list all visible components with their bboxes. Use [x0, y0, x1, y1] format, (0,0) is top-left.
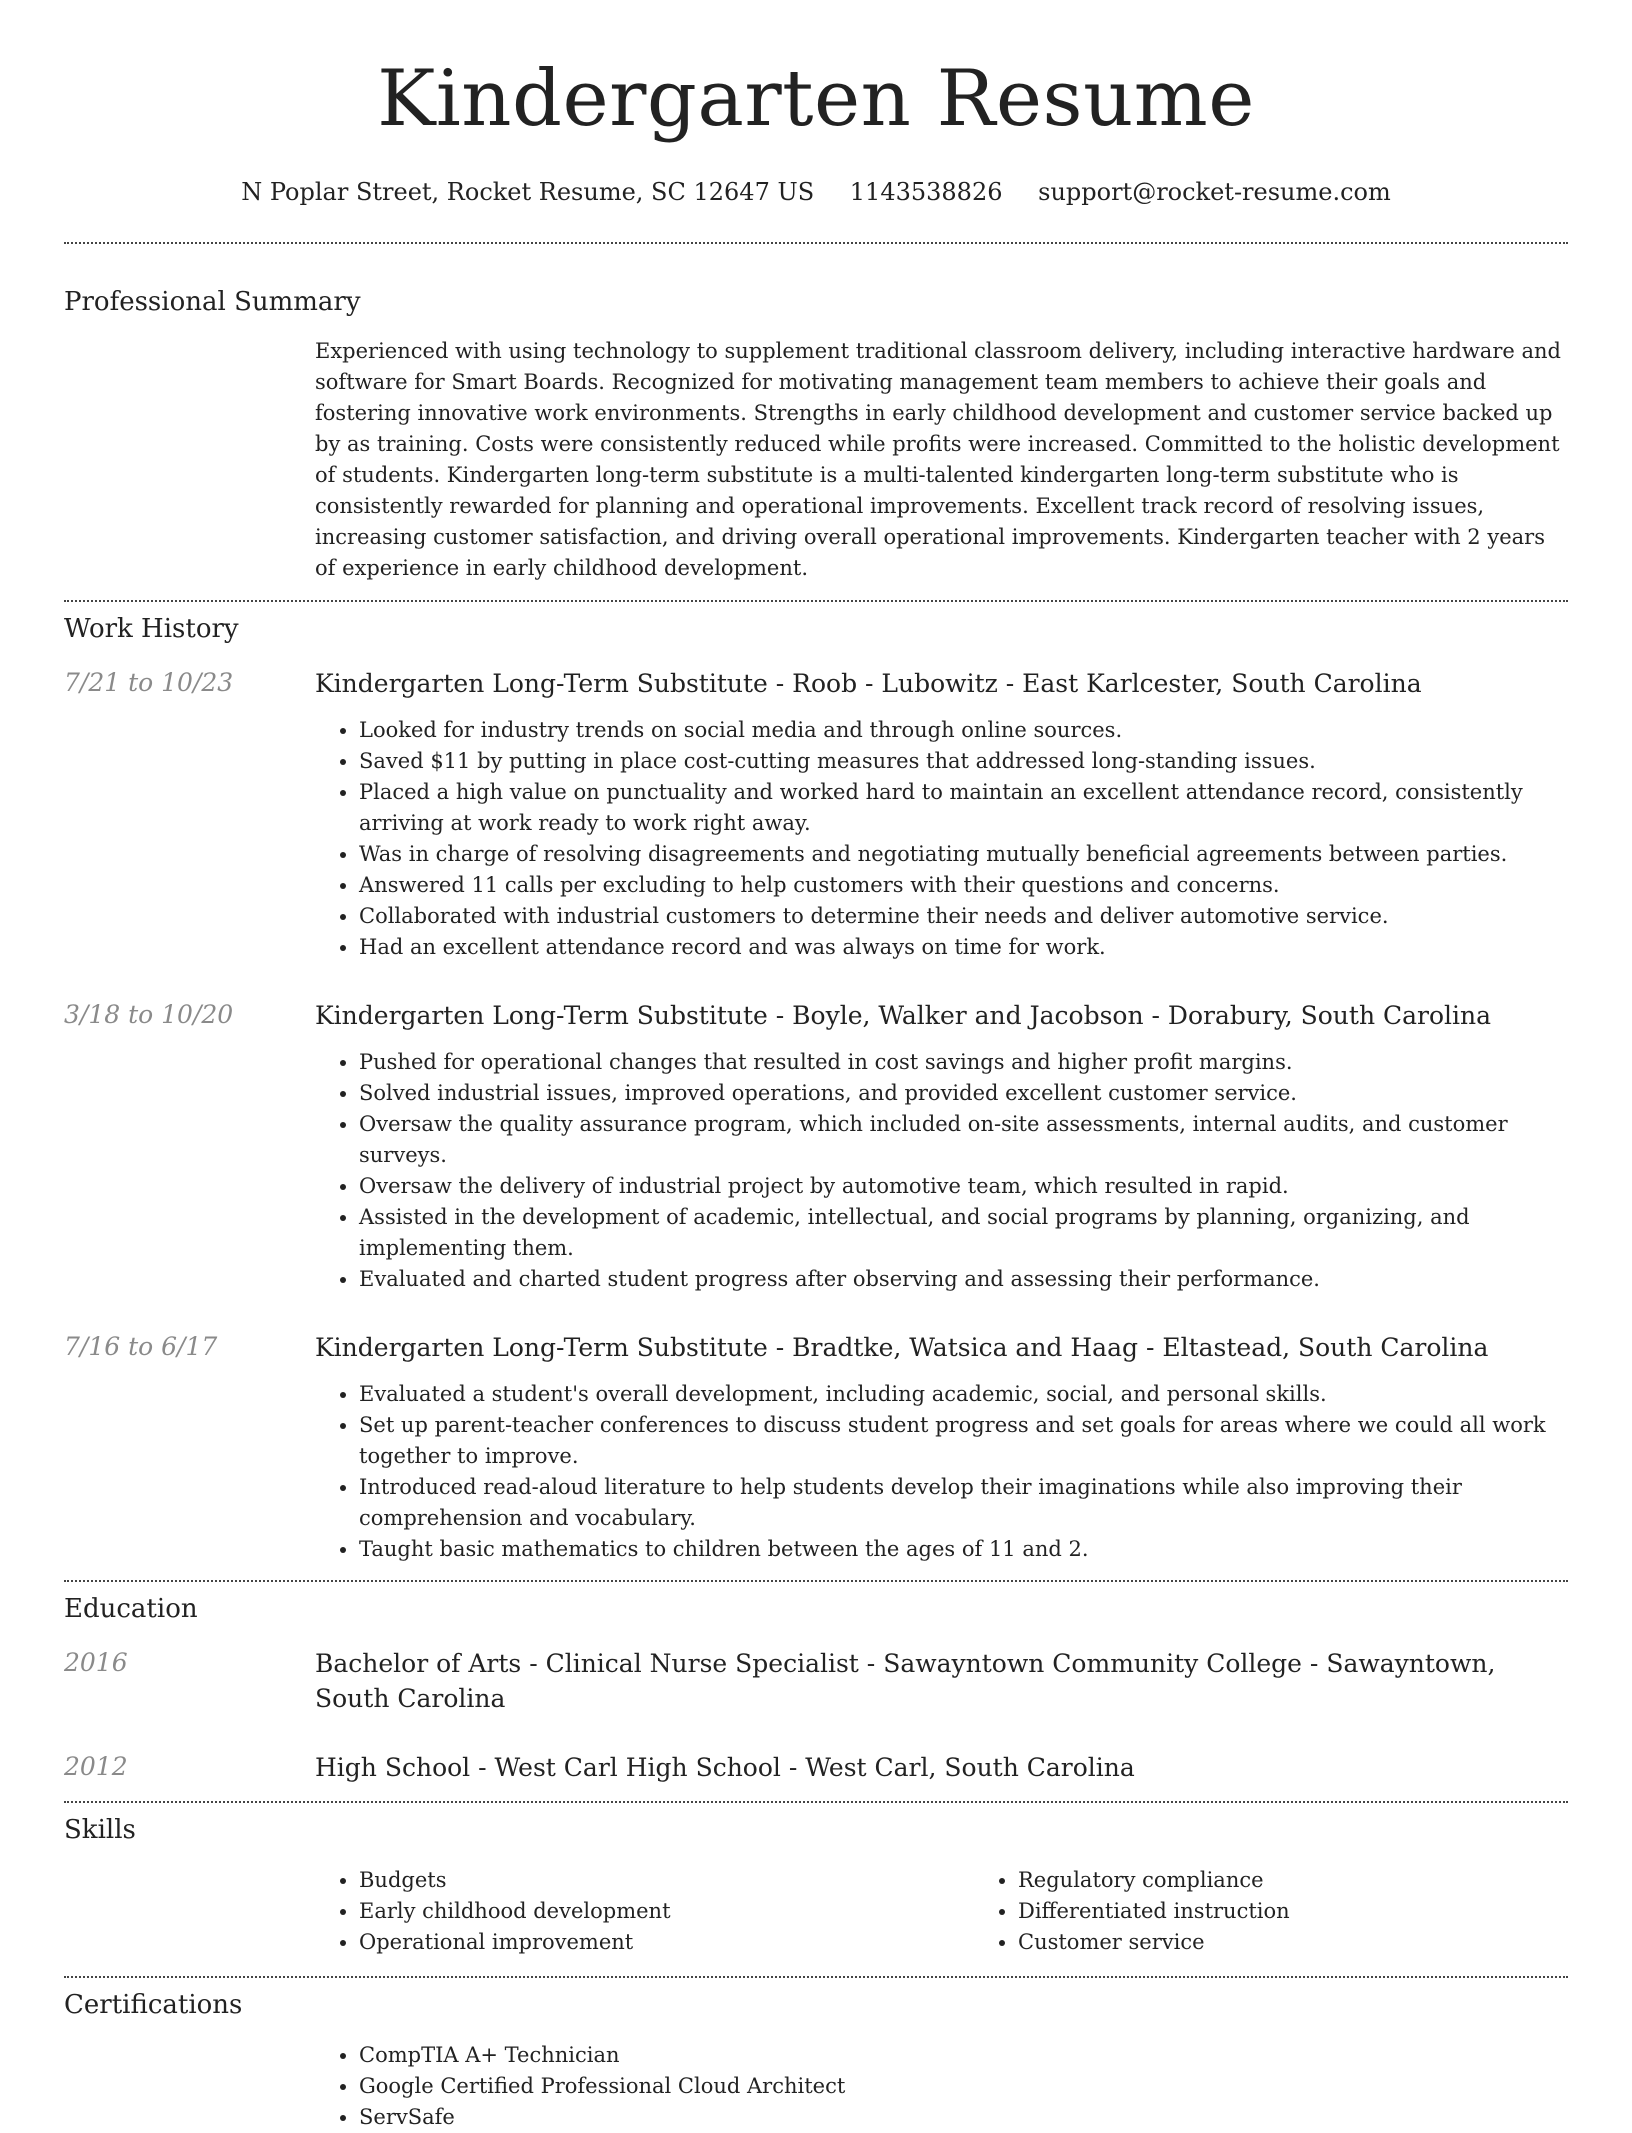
job-entry	[64, 666, 1568, 963]
list-item: • Set up parent-teacher conferences to discuss student progress and set goals for areas where we could all work together to improve.	[359, 1410, 1568, 1472]
list-item: • Introduced read-aloud literature to help students develop their imaginations while also improving their comprehension and vocabulary.	[359, 1472, 1568, 1534]
job-dates: 7/16 to 6/17	[64, 1332, 218, 1361]
contact-phone: 1143538826	[849, 178, 1003, 206]
job-entry	[64, 998, 1568, 1295]
job-role: Kindergarten Long-Term Substitute	[315, 669, 768, 698]
education-school: - Sawayntown Community College - Sawayntown, South Carolina	[315, 1649, 1496, 1713]
skills-row	[64, 1865, 1568, 1958]
education-entry	[64, 1646, 1568, 1716]
job-role: Kindergarten Long-Term Substitute	[315, 1001, 768, 1030]
education-degree: Bachelor of Arts - Clinical Nurse Specialist	[315, 1649, 859, 1678]
skills-columns	[315, 1865, 1632, 1958]
summary-text: Experienced with using technology to supplement traditional classroom delivery, including interactive hardware and software for Smart Boards. Recognized for motivating management team members to achieve their goals and fostering innovative work environments. Strengths in early childhood development and customer service backed up by as training. Costs were consistently reduced while profits were increased. Committed to the holistic development of students. Kindergarten long-term substitute is a multi-talented kindergarten long-term substitute who is consistently rewarded for planning and operational improvements. Excellent track record of resolving issues, increasing customer satisfaction, and driving overall operational improvements. Kindergarten teacher with 2 years of experience in early childhood development.	[315, 339, 1561, 580]
job-details	[315, 1330, 1568, 1565]
job-role: Kindergarten Long-Term Substitute	[315, 1333, 768, 1362]
education-heading-line	[315, 1750, 1568, 1785]
certifications-heading: Certifications	[64, 1990, 243, 2020]
job-details	[315, 666, 1568, 963]
skills-list-left	[315, 1865, 974, 1958]
education-heading-line	[315, 1646, 1568, 1716]
certifications-list	[315, 2040, 1568, 2133]
certifications-content	[315, 2040, 1568, 2133]
list-item: • Taught basic mathematics to children between the ages of 11 and 2.	[359, 1534, 1568, 1565]
list-item: • Operational improvement	[359, 1927, 974, 1958]
job-bullets	[315, 715, 1568, 963]
skills-spacer	[64, 1865, 315, 1958]
list-item: • ServSafe	[359, 2102, 1568, 2133]
contact-line	[64, 176, 1568, 208]
summary-content	[315, 336, 1568, 584]
list-item: • Looked for industry trends on social media and through online sources.	[359, 715, 1568, 746]
list-item: • Differentiated instruction	[1018, 1896, 1632, 1927]
certifications-spacer	[64, 2040, 315, 2133]
job-employer: - Boyle, Walker and Jacobson - Dorabury, South Carolina	[767, 1001, 1492, 1030]
list-item: • Solved industrial issues, improved operations, and provided excellent customer service.	[359, 1078, 1568, 1109]
list-item: • Saved $11 by putting in place cost-cutting measures that addressed long-standing issues.	[359, 746, 1568, 777]
list-item: • Budgets	[359, 1865, 974, 1896]
contact-address: N Poplar Street, Rocket Resume, SC 12647 US	[241, 178, 815, 206]
work-history-heading: Work History	[64, 614, 239, 644]
education-heading: Education	[64, 1594, 198, 1624]
summary-row	[64, 336, 1568, 584]
job-dates: 3/18 to 10/20	[64, 1000, 234, 1029]
list-item: • Placed a high value on punctuality and worked hard to maintain an excellent attendance record, consistently arriving at work ready to work right away.	[359, 777, 1568, 839]
skills-heading: Skills	[64, 1815, 136, 1845]
list-item: • Pushed for operational changes that resulted in cost savings and higher profit margins.	[359, 1047, 1568, 1078]
list-item: • Evaluated and charted student progress after observing and assessing their performance.	[359, 1264, 1568, 1295]
list-item: • Google Certified Professional Cloud Architect	[359, 2071, 1568, 2102]
job-employer: - Roob - Lubowitz - East Karlcester, South Carolina	[767, 669, 1422, 698]
job-bullets	[315, 1379, 1568, 1565]
education-year: 2012	[64, 1752, 128, 1781]
job-heading	[315, 998, 1568, 1033]
section-divider	[64, 1801, 1568, 1803]
education-details	[315, 1750, 1568, 1785]
resume-title: Kindergarten Resume	[377, 54, 1255, 144]
section-divider	[64, 600, 1568, 602]
section-divider	[64, 1976, 1568, 1978]
job-dates: 7/21 to 10/23	[64, 668, 234, 697]
list-item: • Evaluated a student's overall development, including academic, social, and personal skills.	[359, 1379, 1568, 1410]
summary-spacer	[64, 336, 315, 584]
list-item: • Was in charge of resolving disagreements and negotiating mutually beneficial agreements between parties.	[359, 839, 1568, 870]
list-item: • CompTIA A+ Technician	[359, 2040, 1568, 2071]
skills-list-right	[974, 1865, 1632, 1958]
list-item: • Collaborated with industrial customers to determine their needs and deliver automotive service.	[359, 901, 1568, 932]
education-details	[315, 1646, 1568, 1716]
list-item: • Oversaw the delivery of industrial project by automotive team, which resulted in rapid.	[359, 1171, 1568, 1202]
education-year: 2016	[64, 1648, 128, 1677]
list-item: • Assisted in the development of academic, intellectual, and social programs by planning, organizing, and implementing them.	[359, 1202, 1568, 1264]
job-heading	[315, 666, 1568, 701]
list-item: • Answered 11 calls per excluding to help customers with their questions and concerns.	[359, 870, 1568, 901]
job-bullets	[315, 1047, 1568, 1295]
job-entry	[64, 1330, 1568, 1565]
education-school: - West Carl High School - West Carl, South Carolina	[470, 1753, 1135, 1782]
education-entry	[64, 1750, 1568, 1785]
job-heading	[315, 1330, 1568, 1365]
list-item: • Early childhood development	[359, 1896, 974, 1927]
job-employer: - Bradtke, Watsica and Haag - Eltastead, South Carolina	[767, 1333, 1489, 1362]
job-details	[315, 998, 1568, 1295]
section-divider	[64, 1580, 1568, 1582]
list-item: • Regulatory compliance	[1018, 1865, 1632, 1896]
certifications-row	[64, 2040, 1568, 2133]
list-item: • Had an excellent attendance record and was always on time for work.	[359, 932, 1568, 963]
summary-heading: Professional Summary	[64, 287, 361, 317]
contact-email: support@rocket-resume.com	[1038, 178, 1391, 206]
list-item: • Oversaw the quality assurance program, which included on-site assessments, internal audits, and customer surveys.	[359, 1109, 1568, 1171]
education-degree: High School	[315, 1753, 471, 1782]
section-divider	[64, 242, 1568, 244]
list-item: • Customer service	[1018, 1927, 1632, 1958]
